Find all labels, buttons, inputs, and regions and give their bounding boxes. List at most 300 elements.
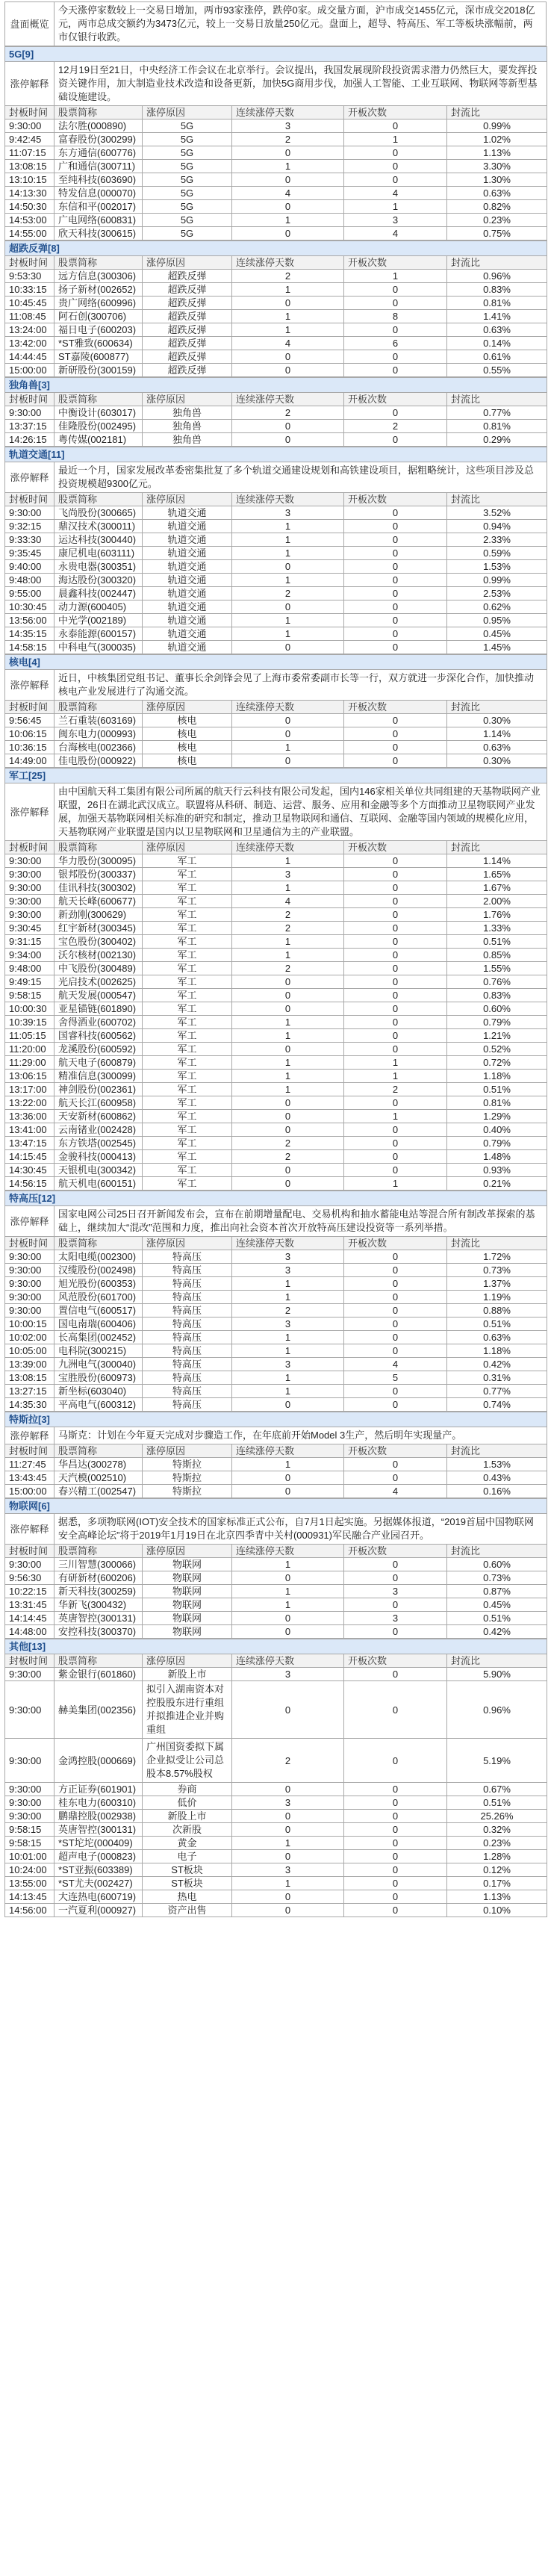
stock-name: 电科院(300215) (55, 1344, 143, 1358)
consecutive-days: 0 (232, 364, 344, 377)
table-row (5, 1358, 547, 1371)
open-count: 0 (344, 600, 447, 614)
seal-time: 13:42:00 (5, 337, 55, 350)
table-row (5, 1164, 547, 1177)
seal-ratio: 0.63% (447, 187, 547, 200)
stock-name: 中飞股份(300489) (55, 962, 143, 975)
column-header-stock: 股票简称 (55, 841, 143, 854)
stock-name: *ST雅致(600634) (55, 337, 143, 350)
open-count: 0 (344, 173, 447, 187)
seal-time: 10:01:00 (5, 1850, 55, 1863)
explain-label: 涨停解释 (5, 670, 55, 701)
limit-reason: 军工 (143, 1123, 232, 1137)
seal-ratio: 0.77% (447, 1385, 547, 1398)
sector-table (4, 46, 547, 240)
open-count: 4 (344, 227, 447, 240)
seal-time: 9:34:00 (5, 949, 55, 962)
consecutive-days: 2 (232, 587, 344, 600)
seal-ratio: 5.19% (447, 1739, 547, 1783)
limit-reason: 特高压 (143, 1250, 232, 1264)
open-count: 0 (344, 1016, 447, 1029)
consecutive-days: 1 (232, 1458, 344, 1471)
consecutive-days: 1 (232, 854, 344, 868)
table-row (5, 989, 547, 1002)
seal-time: 9:58:15 (5, 1837, 55, 1850)
seal-time: 9:30:00 (5, 1558, 55, 1571)
stock-name: 广和通信(300711) (55, 160, 143, 173)
limit-reason: 军工 (143, 1083, 232, 1096)
sector-title: 军工[25] (5, 769, 547, 783)
consecutive-days: 1 (232, 1331, 344, 1344)
seal-ratio: 1.76% (447, 908, 547, 922)
seal-time: 13:41:00 (5, 1123, 55, 1137)
stock-name: 九洲电气(300040) (55, 1358, 143, 1371)
seal-ratio: 0.59% (447, 547, 547, 560)
stock-name: 闽东电力(000993) (55, 727, 143, 741)
seal-time: 9:56:45 (5, 714, 55, 727)
table-row (5, 1458, 547, 1471)
stock-name: 风范股份(601700) (55, 1291, 143, 1304)
consecutive-days: 3 (232, 1264, 344, 1277)
seal-ratio: 1.13% (447, 146, 547, 160)
column-header-rate: 封流比 (447, 1545, 547, 1558)
limit-reason: ST板块 (143, 1877, 232, 1890)
open-count: 0 (344, 922, 447, 935)
seal-ratio: 1.13% (447, 1890, 547, 1904)
table-row (5, 714, 547, 727)
consecutive-days: 1 (232, 1558, 344, 1571)
stock-name: 广电网络(600831) (55, 214, 143, 227)
table-row (5, 1096, 547, 1110)
seal-time: 13:36:00 (5, 1110, 55, 1123)
table-row (5, 881, 547, 895)
open-count: 0 (344, 1877, 447, 1890)
consecutive-days: 3 (232, 120, 344, 133)
open-count: 0 (344, 741, 447, 754)
consecutive-days: 0 (232, 1123, 344, 1137)
limit-reason: 5G (143, 200, 232, 214)
table-row (5, 574, 547, 587)
seal-ratio: 0.63% (447, 323, 547, 337)
explain-label: 涨停解释 (5, 462, 55, 493)
consecutive-days: 1 (232, 1371, 344, 1385)
limit-reason: 军工 (143, 975, 232, 989)
seal-time: 10:02:00 (5, 1331, 55, 1344)
table-row (5, 547, 547, 560)
table-row (5, 1398, 547, 1412)
consecutive-days: 1 (232, 1344, 344, 1358)
seal-time: 9:30:00 (5, 1810, 55, 1823)
table-row (5, 200, 547, 214)
open-count: 0 (344, 641, 447, 654)
stock-name: 法尔胜(000890) (55, 120, 143, 133)
stock-name: 旭光股份(600353) (55, 1277, 143, 1291)
seal-time: 13:47:15 (5, 1137, 55, 1150)
open-count: 0 (344, 1598, 447, 1612)
open-count: 0 (344, 433, 447, 447)
table-row (5, 854, 547, 868)
limit-reason: 轨道交通 (143, 587, 232, 600)
sector-table (4, 1412, 547, 1498)
limit-reason: 超跌反弹 (143, 297, 232, 310)
seal-ratio: 3.30% (447, 160, 547, 173)
seal-ratio: 0.76% (447, 975, 547, 989)
seal-time: 9:30:00 (5, 854, 55, 868)
seal-ratio: 0.96% (447, 270, 547, 283)
stock-name: 中光学(002189) (55, 614, 143, 627)
limit-reason: 轨道交通 (143, 533, 232, 547)
seal-ratio: 0.23% (447, 214, 547, 227)
seal-time: 13:17:00 (5, 1083, 55, 1096)
seal-time: 9:30:00 (5, 120, 55, 133)
seal-time: 13:22:00 (5, 1096, 55, 1110)
limit-reason: 资产出售 (143, 1904, 232, 1917)
limit-reason: 军工 (143, 1002, 232, 1016)
open-count: 0 (344, 323, 447, 337)
seal-ratio: 0.81% (447, 1096, 547, 1110)
seal-time: 9:31:15 (5, 935, 55, 949)
consecutive-days: 1 (232, 547, 344, 560)
column-header-opens: 开板次数 (344, 106, 447, 120)
stock-name: 英唐智控(300131) (55, 1612, 143, 1625)
open-count: 0 (344, 727, 447, 741)
consecutive-days: 1 (232, 1291, 344, 1304)
seal-ratio: 0.99% (447, 120, 547, 133)
limit-reason: 军工 (143, 1029, 232, 1043)
limit-reason: 轨道交通 (143, 641, 232, 654)
limit-reason: 广州国资委拟下属企业拟受让公司总股本8.57%股权 (143, 1739, 232, 1783)
open-count: 2 (344, 1083, 447, 1096)
seal-time: 9:30:45 (5, 922, 55, 935)
limit-reason: 轨道交通 (143, 574, 232, 587)
stock-name: 富春股份(300299) (55, 133, 143, 146)
limit-reason: 拟引入湖南资本对控股股东进行重组并拟推进企业并购重组 (143, 1681, 232, 1739)
seal-ratio: 0.51% (447, 1612, 547, 1625)
limit-reason: 军工 (143, 949, 232, 962)
open-count: 0 (344, 1783, 447, 1796)
open-count: 6 (344, 337, 447, 350)
stock-name: 康尼机电(603111) (55, 547, 143, 560)
seal-ratio: 1.19% (447, 1291, 547, 1304)
column-header-reason: 涨停原因 (143, 106, 232, 120)
seal-time: 9:58:15 (5, 1823, 55, 1837)
column-header-rate: 封流比 (447, 493, 547, 506)
stock-name: 天汽模(002510) (55, 1471, 143, 1485)
stock-name: 神剑股份(002361) (55, 1083, 143, 1096)
sector-table (4, 768, 547, 1191)
open-count: 1 (344, 1177, 447, 1191)
limit-reason: 特高压 (143, 1371, 232, 1385)
open-count: 0 (344, 364, 447, 377)
column-header-days: 连续涨停天数 (232, 1654, 344, 1668)
table-row (5, 227, 547, 240)
limit-reason: 轨道交通 (143, 547, 232, 560)
limit-reason: 军工 (143, 922, 232, 935)
table-row (5, 560, 547, 574)
seal-ratio: 0.21% (447, 1177, 547, 1191)
seal-ratio: 0.61% (447, 350, 547, 364)
table-row (5, 754, 547, 768)
table-row (5, 1016, 547, 1029)
seal-time: 9:30:00 (5, 1681, 55, 1739)
seal-ratio: 0.40% (447, 1123, 547, 1137)
seal-ratio: 0.77% (447, 406, 547, 420)
seal-ratio: 0.94% (447, 520, 547, 533)
seal-time: 13:43:45 (5, 1471, 55, 1485)
open-count: 0 (344, 1385, 447, 1398)
column-header-rate: 封流比 (447, 1654, 547, 1668)
table-row (5, 1318, 547, 1331)
column-header-rate: 封流比 (447, 701, 547, 714)
limit-reason: 电子 (143, 1850, 232, 1863)
limit-reason: 核电 (143, 727, 232, 741)
seal-ratio: 1.18% (447, 1344, 547, 1358)
seal-time: 10:00:30 (5, 1002, 55, 1016)
seal-ratio: 1.14% (447, 854, 547, 868)
table-row (5, 1029, 547, 1043)
explain-label: 涨停解释 (5, 1427, 55, 1444)
seal-time: 9:30:00 (5, 1739, 55, 1783)
consecutive-days: 1 (232, 323, 344, 337)
seal-time: 13:27:15 (5, 1385, 55, 1398)
column-header-reason: 涨停原因 (143, 1545, 232, 1558)
stock-name: 方正证券(601901) (55, 1783, 143, 1796)
seal-time: 9:32:15 (5, 520, 55, 533)
limit-reason: 特高压 (143, 1385, 232, 1398)
limit-reason: 军工 (143, 1137, 232, 1150)
limit-reason: 物联网 (143, 1558, 232, 1571)
consecutive-days: 0 (232, 727, 344, 741)
table-row (5, 1471, 547, 1485)
stock-name: 宝胜股份(600973) (55, 1371, 143, 1385)
limit-reason: 军工 (143, 1164, 232, 1177)
seal-ratio: 1.65% (447, 868, 547, 881)
limit-reason: 军工 (143, 1150, 232, 1164)
seal-time: 13:31:45 (5, 1598, 55, 1612)
stock-name: 超声电子(000823) (55, 1850, 143, 1863)
seal-time: 13:55:00 (5, 1877, 55, 1890)
consecutive-days: 3 (232, 506, 344, 520)
seal-ratio: 0.63% (447, 741, 547, 754)
open-count: 0 (344, 1471, 447, 1485)
stock-name: 金骏科技(000413) (55, 1150, 143, 1164)
seal-time: 9:30:00 (5, 406, 55, 420)
open-count: 0 (344, 1331, 447, 1344)
seal-time: 14:30:45 (5, 1164, 55, 1177)
consecutive-days: 0 (232, 1471, 344, 1485)
stock-name: 舍得酒业(600702) (55, 1016, 143, 1029)
column-header-time: 封板时间 (5, 256, 55, 270)
sector-title: 核电[4] (5, 655, 547, 670)
consecutive-days: 0 (232, 1625, 344, 1639)
limit-reason: 超跌反弹 (143, 270, 232, 283)
table-row (5, 641, 547, 654)
seal-ratio: 0.45% (447, 627, 547, 641)
seal-time: 14:35:30 (5, 1398, 55, 1412)
seal-time: 13:08:15 (5, 160, 55, 173)
table-row (5, 146, 547, 160)
stock-name: 鼎汉技术(300011) (55, 520, 143, 533)
column-header-time: 封板时间 (5, 1444, 55, 1458)
consecutive-days: 3 (232, 1796, 344, 1810)
limit-reason: 新股上市 (143, 1668, 232, 1681)
seal-ratio: 0.75% (447, 227, 547, 240)
open-count: 0 (344, 754, 447, 768)
open-count: 0 (344, 854, 447, 868)
consecutive-days: 2 (232, 922, 344, 935)
seal-ratio: 25.26% (447, 1810, 547, 1823)
open-count: 3 (344, 1585, 447, 1598)
seal-ratio: 5.90% (447, 1668, 547, 1681)
consecutive-days: 2 (232, 270, 344, 283)
stock-name: 沃尔核材(002130) (55, 949, 143, 962)
table-row (5, 310, 547, 323)
seal-time: 9:48:00 (5, 962, 55, 975)
open-count: 0 (344, 949, 447, 962)
open-count: 0 (344, 1398, 447, 1412)
sector-title: 特高压[12] (5, 1191, 547, 1206)
stock-name: 航天发展(000547) (55, 989, 143, 1002)
stock-name: 汉缆股份(002498) (55, 1264, 143, 1277)
seal-ratio: 3.52% (447, 506, 547, 520)
limit-reason: 热电 (143, 1890, 232, 1904)
limit-reason: 独角兽 (143, 406, 232, 420)
seal-ratio: 0.31% (447, 1371, 547, 1385)
limit-reason: 超跌反弹 (143, 323, 232, 337)
table-row (5, 741, 547, 754)
stock-name: 飞尚股份(300665) (55, 506, 143, 520)
consecutive-days: 0 (232, 1398, 344, 1412)
limit-reason: 超跌反弹 (143, 350, 232, 364)
table-row (5, 1485, 547, 1498)
table-row (5, 895, 547, 908)
stock-name: 太阳电缆(002300) (55, 1250, 143, 1264)
stock-name: 华新飞(300432) (55, 1598, 143, 1612)
table-row (5, 1002, 547, 1016)
limit-reason: 超跌反弹 (143, 337, 232, 350)
open-count: 0 (344, 520, 447, 533)
seal-ratio: 2.53% (447, 587, 547, 600)
seal-time: 13:39:00 (5, 1358, 55, 1371)
open-count: 0 (344, 1823, 447, 1837)
stock-name: 欣天科技(300615) (55, 227, 143, 240)
table-row (5, 1739, 547, 1783)
open-count: 0 (344, 406, 447, 420)
seal-time: 11:08:45 (5, 310, 55, 323)
limit-reason: 军工 (143, 854, 232, 868)
seal-time: 9:40:00 (5, 560, 55, 574)
open-count: 0 (344, 1681, 447, 1739)
open-count: 0 (344, 283, 447, 297)
open-count: 0 (344, 989, 447, 1002)
seal-time: 14:26:15 (5, 433, 55, 447)
stock-name: 航天长江(600958) (55, 1096, 143, 1110)
stock-name: 天安新材(600862) (55, 1110, 143, 1123)
open-count: 0 (344, 533, 447, 547)
open-count: 1 (344, 133, 447, 146)
consecutive-days: 0 (232, 1823, 344, 1837)
seal-ratio: 0.52% (447, 1043, 547, 1056)
seal-ratio: 0.60% (447, 1002, 547, 1016)
stock-name: 国电南瑞(600406) (55, 1318, 143, 1331)
stock-name: 长高集团(002452) (55, 1331, 143, 1344)
open-count: 0 (344, 1043, 447, 1056)
column-header-days: 连续涨停天数 (232, 1545, 344, 1558)
column-header-opens: 开板次数 (344, 1237, 447, 1250)
seal-time: 9:42:45 (5, 133, 55, 146)
limit-reason: 特高压 (143, 1398, 232, 1412)
open-count: 0 (344, 1739, 447, 1783)
seal-time: 9:33:30 (5, 533, 55, 547)
seal-time: 9:55:00 (5, 587, 55, 600)
table-row (5, 1304, 547, 1318)
column-header-stock: 股票简称 (55, 106, 143, 120)
table-row (5, 120, 547, 133)
seal-time: 11:20:00 (5, 1043, 55, 1056)
column-header-days: 连续涨停天数 (232, 106, 344, 120)
stock-name: 桂东电力(600310) (55, 1796, 143, 1810)
limit-reason: 特高压 (143, 1344, 232, 1358)
column-header-reason: 涨停原因 (143, 493, 232, 506)
consecutive-days: 0 (232, 1571, 344, 1585)
stock-name: 新坐标(603040) (55, 1385, 143, 1398)
limit-reason: 5G (143, 120, 232, 133)
seal-time: 9:30:00 (5, 868, 55, 881)
limit-reason: 特斯拉 (143, 1485, 232, 1498)
sector-table (4, 1498, 547, 1639)
consecutive-days: 2 (232, 1137, 344, 1150)
limit-reason: 5G (143, 214, 232, 227)
open-count: 0 (344, 1264, 447, 1277)
column-header-opens: 开板次数 (344, 393, 447, 406)
seal-ratio: 1.45% (447, 641, 547, 654)
open-count: 0 (344, 1250, 447, 1264)
stock-name: 晨鑫科技(002447) (55, 587, 143, 600)
table-row (5, 270, 547, 283)
column-header-reason: 涨停原因 (143, 1444, 232, 1458)
open-count: 0 (344, 1810, 447, 1823)
seal-ratio: 0.60% (447, 1558, 547, 1571)
seal-time: 10:30:45 (5, 600, 55, 614)
explain-label: 涨停解释 (5, 783, 55, 841)
consecutive-days: 2 (232, 1739, 344, 1783)
table-row (5, 1385, 547, 1398)
sector-table (4, 654, 547, 768)
column-header-stock: 股票简称 (55, 1444, 143, 1458)
consecutive-days: 0 (232, 200, 344, 214)
column-header-rate: 封流比 (447, 393, 547, 406)
limit-reason: 独角兽 (143, 420, 232, 433)
stock-name: 新劲刚(300629) (55, 908, 143, 922)
seal-ratio: 1.18% (447, 1070, 547, 1083)
seal-ratio: 0.16% (447, 1485, 547, 1498)
sector-table (4, 1191, 547, 1412)
seal-time: 14:15:45 (5, 1150, 55, 1164)
limit-reason: 军工 (143, 1110, 232, 1123)
seal-time: 13:10:15 (5, 173, 55, 187)
seal-time: 13:24:00 (5, 323, 55, 337)
table-row (5, 1150, 547, 1164)
limit-reason: 轨道交通 (143, 627, 232, 641)
overview-text: 今天涨停家数较上一交易日增加，两市93家涨停，跌停0家。成交量方面，沪市成交1455亿元，深市成交2018亿元，两市总成交额约为3473亿元，较上一交易日放量250亿元。盘面上，超导、特高压、军工等板块涨幅前，两市仅银行收跌。 (55, 2, 547, 46)
stock-name: *ST坨坨(000409) (55, 1837, 143, 1850)
seal-ratio: 1.53% (447, 1458, 547, 1471)
column-header-days: 连续涨停天数 (232, 841, 344, 854)
limit-reason: 独角兽 (143, 433, 232, 447)
open-count: 0 (344, 1668, 447, 1681)
seal-time: 11:29:00 (5, 1056, 55, 1070)
stock-name: 赫美集团(002356) (55, 1681, 143, 1739)
